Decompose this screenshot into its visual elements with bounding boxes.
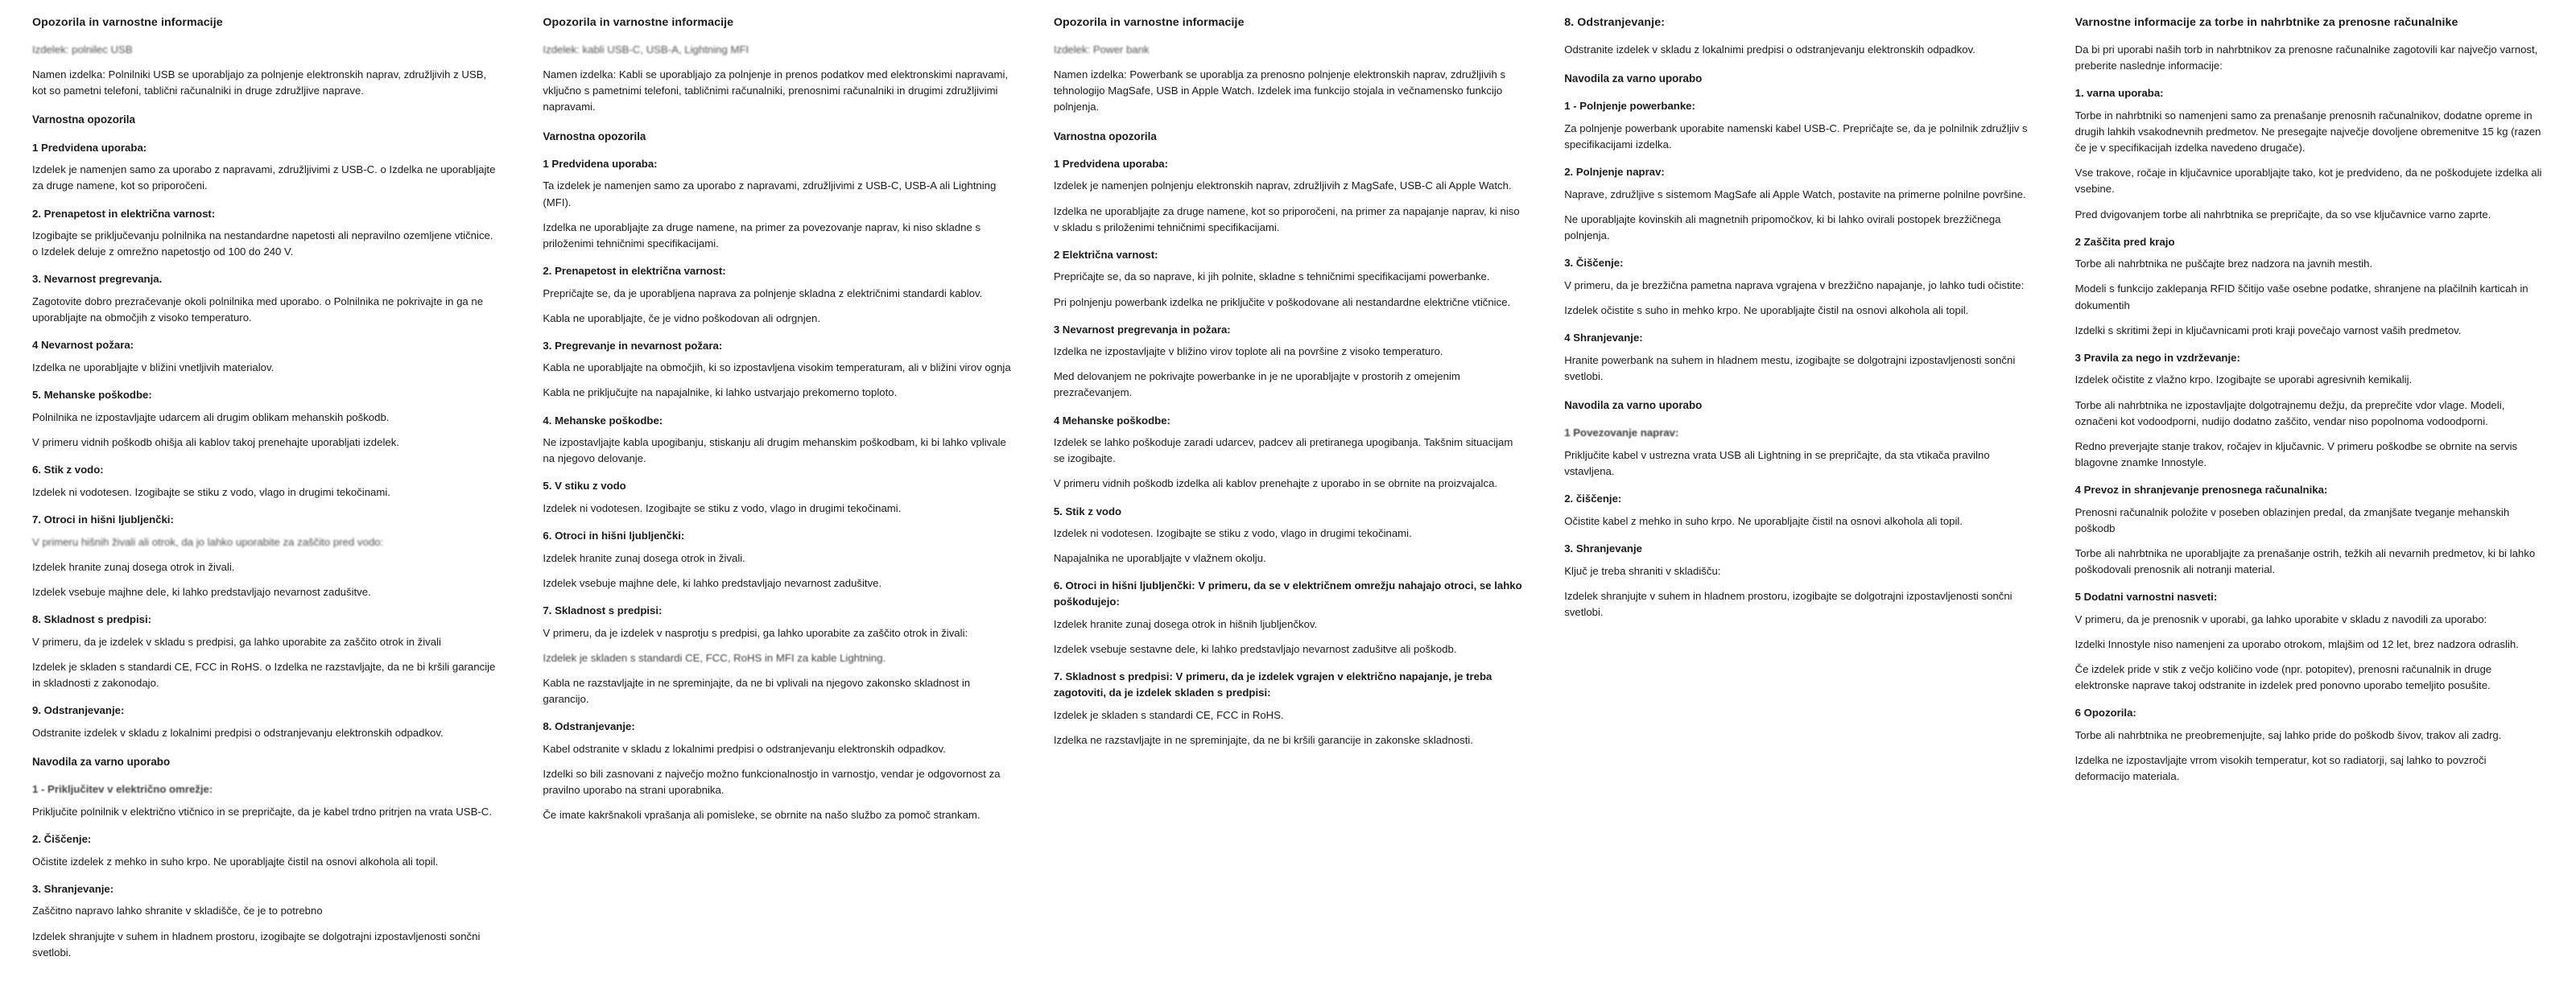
subsection-heading: 3 Nevarnost pregrevanja in požara: — [1053, 323, 1231, 336]
paragraph: Med delovanjem ne pokrivajte powerbanke in je ne uporabljajte v prostorih z omejenim prezračevanjem. — [1053, 370, 1460, 399]
paragraph: Prenosni računalnik položite v poseben oblazinjen predal, da zmanjšate tveganje mehanskih poškodb — [2074, 505, 2510, 534]
paragraph: Izogibajte se priključevanju polnilnika na nestandardne napetosti ali nepravilno ozemljene vtičnice. o Izdelek deluje z omrežno napetostjo od 100 do 240 V. — [32, 229, 493, 258]
subsection-heading: 2 Električna varnost: — [1053, 248, 1158, 261]
paragraph: Naprave, združljive s sistemom MagSafe ali Apple Watch, postavite na primerne polnilne površine. — [1564, 188, 2026, 201]
paragraph: Izdelek je skladen s standardi CE, FCC, RoHS in MFI za kable Lightning. — [543, 652, 886, 665]
paragraph: Izdelek ni vodotesen. Izogibajte se stiku z vodo, vlago in drugimi tekočinami. — [1053, 527, 1412, 540]
column-1 — [11, 14, 522, 970]
paragraph: Polnilnika ne izpostavljajte udarcem ali drugim oblikam mehanskih poškodb. — [32, 411, 390, 424]
paragraph: Izdelek vsebuje majhne dele, ki lahko predstavljajo nevarnost zadušitve. — [32, 585, 371, 598]
section-heading: Varnostna opozorila — [543, 130, 646, 142]
paragraph: Torbe ali nahrbtnika ne izpostavljajte dolgotrajnemu dežju, da preprečite vdor vlage. Modeli, označeni kot vodoodporni, nudijo dodatno zaščito, vendar niso popolnoma vodoodporni. — [2074, 398, 2505, 427]
paragraph: V primeru, da je izdelek v nasprotju s predpisi, ga lahko uporabite za zaščito otrok in živali: — [543, 627, 968, 640]
paragraph: Očistite izdelek z mehko in suho krpo. Ne uporabljajte čistil na osnovi alkohola ali topil. — [32, 855, 439, 868]
paragraph: Odstranite izdelek v skladu z lokalnimi predpisi o odstranjevanju elektronskih odpadkov. — [32, 726, 444, 739]
paragraph: Namen izdelka: Kabli se uporabljajo za polnjenje in prenos podatkov med elektronskimi napravami, vključno s pametnimi telefoni, tabličnimi računalniki, prenosnimi računalniki in drugimi združljivimi napravami. — [543, 68, 1009, 113]
subsection-heading: 5. V stiku z vodo — [543, 480, 626, 493]
section-heading: Varnostna opozorila — [32, 113, 135, 126]
paragraph: Izdelka ne uporabljajte v bližini vnetljivih materialov. — [32, 361, 275, 374]
paragraph: Izdelek očistite s suho in mehko krpo. Ne uporabljajte čistil na osnovi alkohola ali topil. — [1564, 304, 1969, 317]
paragraph: Namen izdelka: Polnilniki USB se uporabljajo za polnjenje elektronskih naprav, združljivih z USB, kot so pametni telefoni, tablični računalniki in druge združljive naprave. — [32, 68, 487, 97]
paragraph: Priključite kabel v ustrezna vrata USB ali Lightning in se prepričajte, da sta vtikača pravilno vstavljena. — [1564, 449, 1990, 478]
paragraph: Očistite kabel z mehko in suho krpo. Ne uporabljajte čistil na osnovi alkohola ali topil. — [1564, 515, 1963, 528]
paragraph: Redno preverjajte stanje trakov, ročajev in ključavnic. V primeru poškodbe se obrnite na servis blagovne znamke Innostyle. — [2074, 439, 2518, 468]
paragraph: V primeru hišnih živali ali otrok, da jo lahko uporabite za zaščito pred vodo: — [32, 535, 384, 548]
paragraph: Izdelki s skritimi žepi in ključavnicami proti kraji povečajo varnost vaših predmetov. — [2074, 324, 2462, 336]
section-heading: Navodila za varno uporabo — [1564, 399, 1703, 412]
subsection-heading: 2. Prenapetost in električna varnost: — [32, 207, 216, 220]
paragraph: Torbe ali nahrbtnika ne uporabljajte za prenašanje ostrih, težkih ali nevarnih predmetov, ki bi lahko poškodovali prenosnik ali notranji material. — [2074, 546, 2536, 575]
subsection-heading: 6. Otroci in hišni ljubljenčki: V primeru, da se v električnem omrežju nahajajo otroci, se lahko poškodujejo: — [1053, 579, 1522, 608]
paragraph: Izdelki so bili zasnovani z največjo možno funkcionalnostjo in varnostjo, vendar je odgovornost za pravilno uporabo na strani uporabnika. — [543, 768, 1001, 797]
subsection-heading: 4 Mehanske poškodbe: — [1053, 414, 1170, 427]
paragraph: V primeru, da je prenosnik v uporabi, ga lahko uporabite v skladu z navodili za uporabo: — [2074, 612, 2487, 625]
paragraph: Zaščitno napravo lahko shranite v skladišče, če je to potrebno — [32, 905, 323, 917]
paragraph: Kabla ne priključujte na napajalnike, ki lahko ustvarjajo prekomerno toploto. — [543, 386, 898, 399]
subsection-heading: 3. Nevarnost pregrevanja. — [32, 273, 163, 286]
subsection-heading: 9. Odstranjevanje: — [32, 703, 125, 716]
subsection-heading: 1. varna uporaba: — [2074, 87, 2164, 100]
paragraph: Izdelek ni vodotesen. Izogibajte se stiku z vodo, vlago in drugimi tekočinami. — [543, 502, 902, 515]
subsection-heading: 6. Stik z vodo: — [32, 464, 104, 476]
paragraph: Ta izdelek je namenjen samo za uporabo z napravami, združljivimi z USB-C, USB-A ali Lightning (MFI). — [543, 179, 997, 208]
paragraph: V primeru vidnih poškodb ohišja ali kablov takoj prenehajte uporabljati izdelek. — [32, 436, 399, 449]
paragraph: Izdelka ne izpostavljajte vrrom visokih temperatur, kot so radiatorji, saj lahko to povzroči deformacijo materiala. — [2074, 753, 2487, 782]
paragraph: V primeru, da je brezžična pametna naprava vgrajena v brezžično napajanje, jo lahko tudi očistite: — [1564, 279, 2025, 292]
section-heading: Varnostna opozorila — [1053, 130, 1157, 142]
subsection-heading: 7. Skladnost s predpisi: V primeru, da je izdelek vgrajen v električno napajanje, je treba zagotoviti, da je izdelek skladen s predpisi: — [1053, 670, 1492, 699]
section-heading: Navodila za varno uporabo — [32, 755, 171, 768]
paragraph: Torbe ali nahrbtnika ne preobremenjujte, saj lahko pride do poškodb šivov, trakov ali zadrg. — [2074, 728, 2502, 741]
paragraph: Za polnjenje powerbank uporabite namenski kabel USB-C. Prepričajte se, da je polnilnik združljiv s specifikacijami izdelka. — [1564, 122, 2028, 151]
paragraph: Hranite powerbank na suhem in hladnem mestu, izogibajte se dolgotrajni izpostavljenosti sončni svetlobi. — [1564, 354, 2016, 383]
column-4-title: 8. Odstranjevanje: — [1564, 16, 1666, 29]
paragraph: Izdelek shranjujte v suhem in hladnem prostoru, izogibajte se dolgotrajni izpostavljenosti sončni svetlobi. — [1564, 589, 2013, 619]
paragraph: Vse trakove, ročaje in ključavnice uporabljajte tako, kot je predvideno, da ne poškodujete izdelka ali vsebine. — [2074, 167, 2542, 196]
paragraph: Da bi pri uporabi naših torb in nahrbtnikov za prenosne računalnike zagotovili kar največjo varnost, preberite naslednje informacije: — [2074, 43, 2538, 72]
paragraph: Ne uporabljajte kovinskih ali magnetnih pripomočkov, ki bi lahko ovirali postopek brezžičnega polnjenja. — [1564, 213, 2001, 242]
subsection-heading: 1 Predvidena uporaba: — [1053, 157, 1168, 170]
column-1-title: Opozorila in varnostne informacije — [32, 16, 223, 29]
paragraph: Izdelek vsebuje sestavne dele, ki lahko predstavljajo nevarnost zadušitve ali poškodb. — [1053, 643, 1457, 656]
paragraph: Pri polnjenju powerbank izdelka ne priključite v poškodovane ali nestandardne električne vtičnice. — [1053, 295, 1511, 308]
paragraph: Modeli s funkcijo zaklepanja RFID ščitijo vaše osebne podatke, shranjene na plačilnih karticah in dokumentih — [2074, 282, 2529, 311]
subsection-heading: 1 Predvidena uporaba: — [543, 157, 658, 170]
paragraph: Zagotovite dobro prezračevanje okoli polnilnika med uporabo. o Polnilnika ne pokrivajte in ga ne uporabljajte na območjih z visoko temperaturo. — [32, 295, 484, 324]
paragraph: Izdelka ne izpostavljajte v bližino virov toplote ali na površine z visoko temperaturo. — [1053, 345, 1443, 358]
paragraph: Kabla ne uporabljajte na območjih, ki so izpostavljena visokim temperaturam, ali v bližini virov ognja — [543, 361, 1011, 374]
paragraph: Izdelek ni vodotesen. Izogibajte se stiku z vodo, vlago in drugimi tekočinami. — [32, 485, 390, 498]
paragraph: V primeru, da je izdelek v skladu s predpisi, ga lahko uporabite za zaščito otrok in živali — [32, 635, 441, 648]
paragraph: Izdelek vsebuje majhne dele, ki lahko predstavljajo nevarnost zadušitve. — [543, 577, 882, 590]
subsection-heading: 3. Shranjevanje — [1564, 542, 1642, 555]
subsection-heading: 2. čiščenje: — [1564, 493, 1622, 505]
paragraph: Izdelek očistite z vlažno krpo. Izogibajte se uporabi agresivnih kemikalij. — [2074, 373, 2413, 386]
paragraph: Izdelek je namenjen polnjenju elektronskih naprav, združljivih z MagSafe, USB-C ali Apple Watch. — [1053, 179, 1512, 192]
subsection-heading: 3. Čiščenje: — [1564, 257, 1624, 270]
paragraph: Prepričajte se, da je uporabljena naprava za polnjenje skladna z električnimi standardi kablov. — [543, 287, 983, 299]
paragraph: Kabla ne razstavljajte in ne spreminjajte, da ne bi vplivali na njegovo zakonsko skladnost in garancijo. — [543, 677, 971, 706]
subsection-heading: 8. Odstranjevanje: — [543, 720, 635, 733]
paragraph: Ključ je treba shraniti v skladišču: — [1564, 564, 1721, 577]
subsection-heading: 3 Pravila za nego in vzdrževanje: — [2074, 351, 2240, 364]
paragraph: Pred dvigovanjem torbe ali nahrbtnika se prepričajte, da so vse ključavnice varno zaprte. — [2074, 208, 2491, 221]
paragraph: Izdelek je skladen s standardi CE, FCC in RoHS. — [1053, 708, 1284, 721]
paragraph: Izdelek hranite zunaj dosega otrok in živali. — [543, 552, 745, 565]
subsection-heading: 5 Dodatni varnostni nasveti: — [2074, 590, 2218, 603]
paragraph: Izdelka ne uporabljajte za druge namene, kot so priporočeni, na primer za napajanje naprav, ki niso v skladu s priloženimi tehničnimi specifikacijami. — [1053, 204, 1520, 233]
column-5-title: Varnostne informacije za torbe in nahrbtnike za prenosne računalnike — [2074, 16, 2458, 29]
subsection-heading: 5. Mehanske poškodbe: — [32, 389, 152, 402]
product-name: Izdelek: kabli USB-C, USB-A, Lightning MFI — [543, 43, 749, 56]
subsection-heading: 4 Prevoz in shranjevanje prenosnega računalnika: — [2074, 483, 2328, 496]
column-2-title: Opozorila in varnostne informacije — [543, 16, 734, 29]
product-name: Izdelek: Power bank — [1053, 43, 1150, 56]
subsection-heading: 2. Prenapetost in električna varnost: — [543, 264, 726, 277]
subsection-heading: 4 Shranjevanje: — [1564, 332, 1643, 344]
subsection-heading: 2. Čiščenje: — [32, 832, 92, 845]
paragraph: Izdelek shranjujte v suhem in hladnem prostoru, izogibajte se dolgotrajni izpostavljenosti sončni svetlobi. — [32, 930, 481, 959]
paragraph: Kabla ne uporabljajte, če je vidno poškodovan ali odrgnjen. — [543, 311, 820, 324]
paragraph: Izdelek hranite zunaj dosega otrok in hišnih ljubljenčkov. — [1053, 618, 1318, 631]
paragraph: Če imate kakršnakoli vprašanja ali pomisleke, se obrnite na našo službo za pomoč strankam. — [543, 809, 980, 822]
subsection-heading: 7. Skladnost s predpisi: — [543, 604, 663, 617]
paragraph: Torbe in nahrbtniki so namenjeni samo za prenašanje prenosnih računalnikov, dodatne opreme in drugih lahkih vsakodnevnih predmetov. Ne presegajte največje dovoljene obremenitve 15 kg (razen če je v specifikacijah izdelka navedeno drugače). — [2074, 109, 2541, 155]
subsection-heading: 3. Pregrevanje in nevarnost požara: — [543, 339, 723, 352]
paragraph: Odstranite izdelek v skladu z lokalnimi predpisi o odstranjevanju elektronskih odpadkov. — [1564, 43, 1975, 56]
column-5 — [2054, 14, 2565, 794]
subsection-heading: 4. Mehanske poškodbe: — [543, 414, 663, 427]
subsection-heading: 5. Stik z vodo — [1053, 505, 1122, 517]
paragraph: Priključite polnilnik v električno vtičnico in se prepričajte, da je kabel trdno pritrjen na vrata USB-C. — [32, 805, 492, 818]
paragraph: Prepričajte se, da so naprave, ki jih polnite, skladne s tehničnimi specifikacijami powerbanke. — [1053, 270, 1490, 283]
subsection-heading: 2 Zaščita pred krajo — [2074, 235, 2175, 248]
column-3 — [1033, 14, 1543, 757]
column-4 — [1543, 14, 2054, 629]
subsection-heading: 8. Skladnost s predpisi: — [32, 612, 152, 625]
subsection-heading: 4 Nevarnost požara: — [32, 339, 134, 352]
paragraph: Napajalnika ne uporabljajte v vlažnem okolju. — [1053, 552, 1266, 565]
paragraph: Torbe ali nahrbtnika ne puščajte brez nadzora na javnih mestih. — [2074, 258, 2373, 270]
subsection-heading: 7. Otroci in hišni ljubljenčki: — [32, 513, 174, 526]
paragraph: Izdelka ne uporabljajte za druge namene, na primer za povezovanje naprav, ki niso skladne s priloženimi tehničnimi specifikacijami. — [543, 221, 981, 249]
column-3-title: Opozorila in varnostne informacije — [1053, 16, 1245, 29]
paragraph: Izdelek je skladen s standardi CE, FCC in RoHS. o Izdelka ne razstavljajte, da ne bi kršili garancije in skladnosti z zakonodajo. — [32, 660, 496, 689]
subsection-heading: 6. Otroci in hišni ljubljenčki: — [543, 530, 685, 542]
paragraph: Izdelek je namenjen samo za uporabo z napravami, združljivimi z USB-C. o Izdelka ne uporabljajte za druge namene, kot so priporočeni. — [32, 163, 496, 192]
product-name: Izdelek: polnilec USB — [32, 43, 133, 56]
paragraph: Če izdelek pride v stik z večjo količino vode (npr. potopitev), prenosni računalnik in druge elektronske naprave takoj odstranite in izdelek pred ponovno uporabo temeljito posušite. — [2074, 662, 2492, 691]
subsection-heading: 2. Polnjenje naprav: — [1564, 166, 1665, 179]
paragraph: V primeru vidnih poškodb izdelka ali kablov prenehajte z uporabo in se obrnite na proizvajalca. — [1053, 477, 1498, 490]
subsection-heading: 6 Opozorila: — [2074, 706, 2136, 719]
paragraph: Ne izpostavljajte kabla upogibanju, stiskanju ali drugim mehanskim poškodbam, ki bi lahko vplivale na njegovo delovanje. — [543, 436, 1006, 465]
subsection-heading: 1 - Polnjenje powerbanke: — [1564, 100, 1695, 113]
paragraph: Namen izdelka: Powerbank se uporablja za prenosno polnjenje elektronskih naprav, združljivih s tehnologijo MagSafe, USB in Apple Watch. Izdelek ima funkcijo stojala in večnamensko funkcijo polnjenja. — [1053, 68, 1506, 113]
paragraph: Izdelek hranite zunaj dosega otrok in živali. — [32, 560, 235, 573]
subsection-heading: 1 Predvidena uporaba: — [32, 141, 147, 154]
column-2 — [522, 14, 1032, 832]
subsection-heading: 1 - Priključitev v električno omrežje: — [32, 782, 213, 795]
subsection-heading: 1 Povezovanje naprav: — [1564, 427, 1679, 439]
paragraph: Izdelki Innostyle niso namenjeni za uporabo otrokom, mlajšim od 12 let, brez nadzora odraslih. — [2074, 637, 2519, 650]
section-heading: Navodila za varno uporabo — [1564, 72, 1703, 85]
paragraph: Izdelka ne razstavljajte in ne spreminjajte, da ne bi kršili garancije in zakonske skladnosti. — [1053, 733, 1473, 746]
subsection-heading: 3. Shranjevanje: — [32, 882, 114, 895]
paragraph: Izdelek se lahko poškoduje zaradi udarcev, padcev ali pretiranega upogibanja. Takšnim situacijam se izogibajte. — [1053, 436, 1513, 465]
paragraph: Kabel odstranite v skladu z lokalnimi predpisi o odstranjevanju elektronskih odpadkov. — [543, 743, 946, 756]
